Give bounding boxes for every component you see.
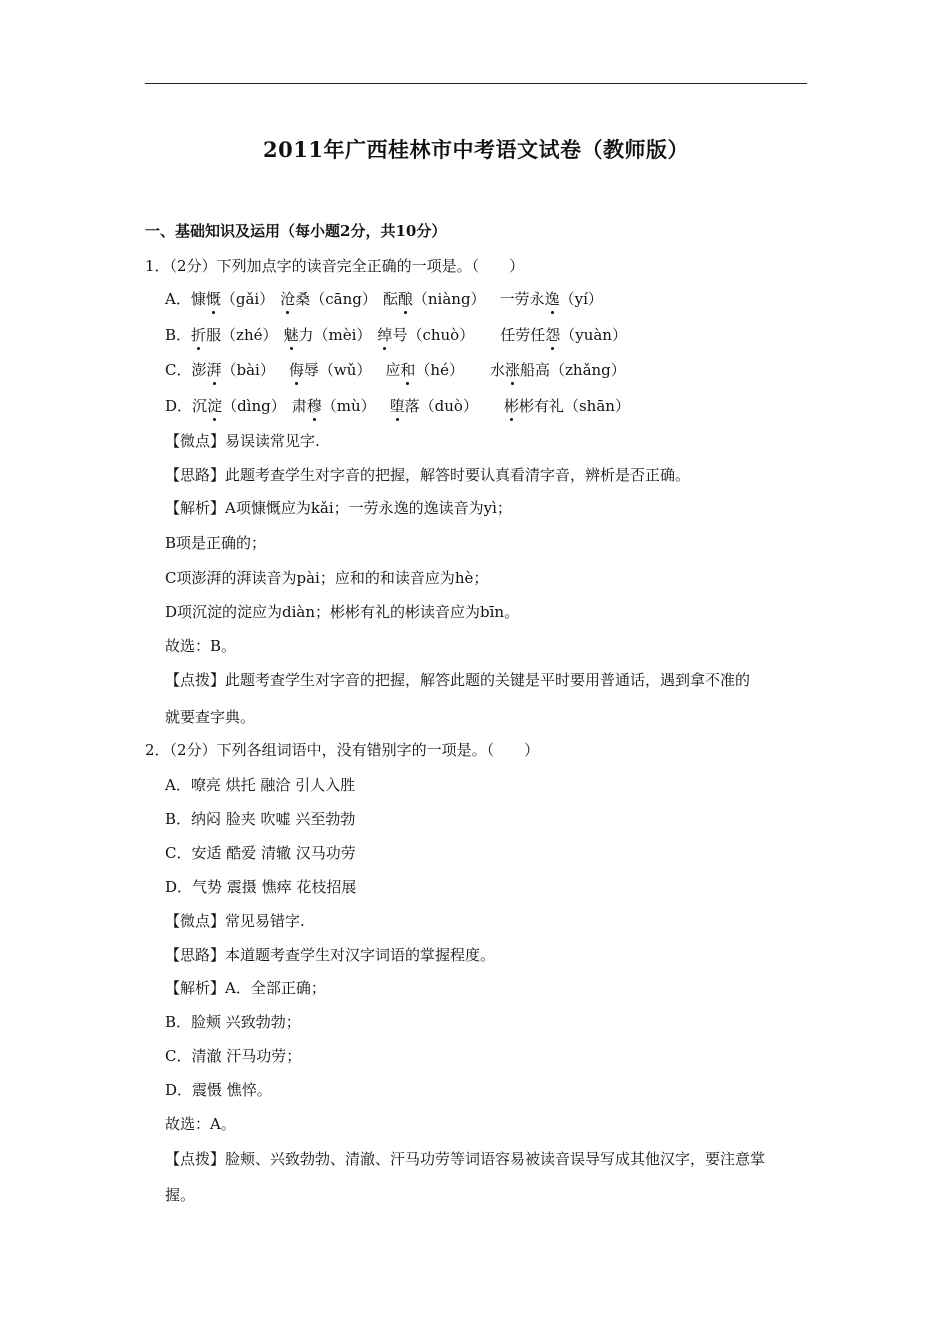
header-rule (145, 83, 807, 84)
q1-option-c: C．澎湃（bài） 侮辱（wǔ） 应和（hé） 水涨船高（zhǎng） (165, 361, 626, 379)
q2-dianbo-1: 【点拨】脸颊、兴致勃勃、清澈、汗马功劳等词语容易被读音误导写成其他汉字，要注意掌 (165, 1150, 766, 1168)
q2-jiexi-3: C．清澈 汗马功劳； (165, 1047, 302, 1065)
dotted-char: 穆 (306, 397, 322, 415)
q2-dianbo-2: 握。 (165, 1186, 196, 1204)
option-label: C． (165, 361, 192, 379)
dotted-char: 折 (191, 326, 207, 344)
dotted-char: 和 (400, 361, 416, 379)
dotted-char: 堕 (389, 397, 405, 415)
q1-weidian: 【微点】易误读常见字. (165, 432, 320, 450)
q2-stem: 2．（2分）下列各组词语中，没有错别字的一项是。（ ） (145, 741, 540, 759)
dotted-char: 沧 (280, 290, 296, 308)
q1-jiexi-3: C项澎湃的湃读音为pài；应和的和读音应为hè； (165, 569, 489, 587)
dotted-char: 慨 (205, 290, 221, 308)
q2-jiexi-1: 【解析】A．全部正确； (165, 979, 326, 997)
q1-option-d: D．沉淀（dìng） 肃穆（mù） 堕落（duò） 彬彬有礼（shān） (165, 397, 630, 415)
q1-jiexi-1: 【解析】A项慷慨应为kǎi；一劳永逸的逸读音为yì； (165, 499, 512, 517)
option-label: B． (165, 326, 192, 344)
dotted-char: 怨 (545, 326, 561, 344)
dotted-char: 酿 (397, 290, 413, 308)
option-label: A． (165, 290, 191, 308)
q2-silu: 【思路】本道题考查学生对汉字词语的掌握程度。 (165, 946, 496, 964)
q1-dianbo-2: 就要查字典。 (165, 708, 256, 726)
q2-jiexi-4: D．震慑 憔悴。 (165, 1081, 272, 1099)
dotted-char: 逸 (544, 290, 560, 308)
q2-option-b: B．纳闷 脸夹 吹嘘 兴至勃勃 (165, 810, 356, 828)
dotted-char: 彬 (503, 397, 519, 415)
q2-option-d: D．气势 震摄 憔瘁 花枝招展 (165, 878, 357, 896)
q2-jiexi-2: B．脸颊 兴致勃勃； (165, 1013, 301, 1031)
dotted-char: 淀 (207, 397, 223, 415)
q1-silu: 【思路】此题考查学生对字音的把握，解答时要认真看清字音，辨析是否正确。 (165, 466, 691, 484)
q1-stem: 1．（2分）下列加点字的读音完全正确的一项是。（ ） (145, 257, 525, 275)
q1-option-b: B．折服（zhé） 魅力（mèi） 绰号（chuò） 任劳任怨（yuàn） (165, 326, 627, 344)
q1-jiexi-4: D项沉淀的淀应为diàn；彬彬有礼的彬读音应为bīn。 (165, 603, 520, 621)
q2-weidian: 【微点】常见易错字. (165, 912, 305, 930)
document-title: 2011年广西桂林市中考语文试卷（教师版） (263, 137, 689, 162)
q1-jiexi-2: B项是正确的； (165, 534, 267, 552)
q1-answer: 故选：B。 (165, 637, 237, 655)
section-heading: 一、基础知识及运用（每小题2分，共10分） (145, 222, 447, 240)
q2-answer: 故选：A。 (165, 1115, 236, 1133)
dotted-char: 侮 (288, 361, 304, 379)
option-label: D． (165, 397, 193, 415)
dotted-char: 湃 (206, 361, 222, 379)
dotted-char: 涨 (504, 361, 520, 379)
q1-dianbo-1: 【点拨】此题考查学生对字音的把握，解答此题的关键是平时要用普通话，遇到拿不准的 (165, 671, 751, 689)
dotted-char: 绰 (377, 326, 393, 344)
dotted-char: 魅 (283, 326, 299, 344)
q2-option-c: C．安适 酷爱 清辙 汉马功劳 (165, 844, 356, 862)
q1-option-a: A．慷慨（gǎi） 沧桑（cāng） 酝酿（niàng） 一劳永逸（yí） (165, 290, 603, 308)
q2-option-a: A．嘹亮 烘托 融洽 引人入胜 (165, 776, 356, 794)
